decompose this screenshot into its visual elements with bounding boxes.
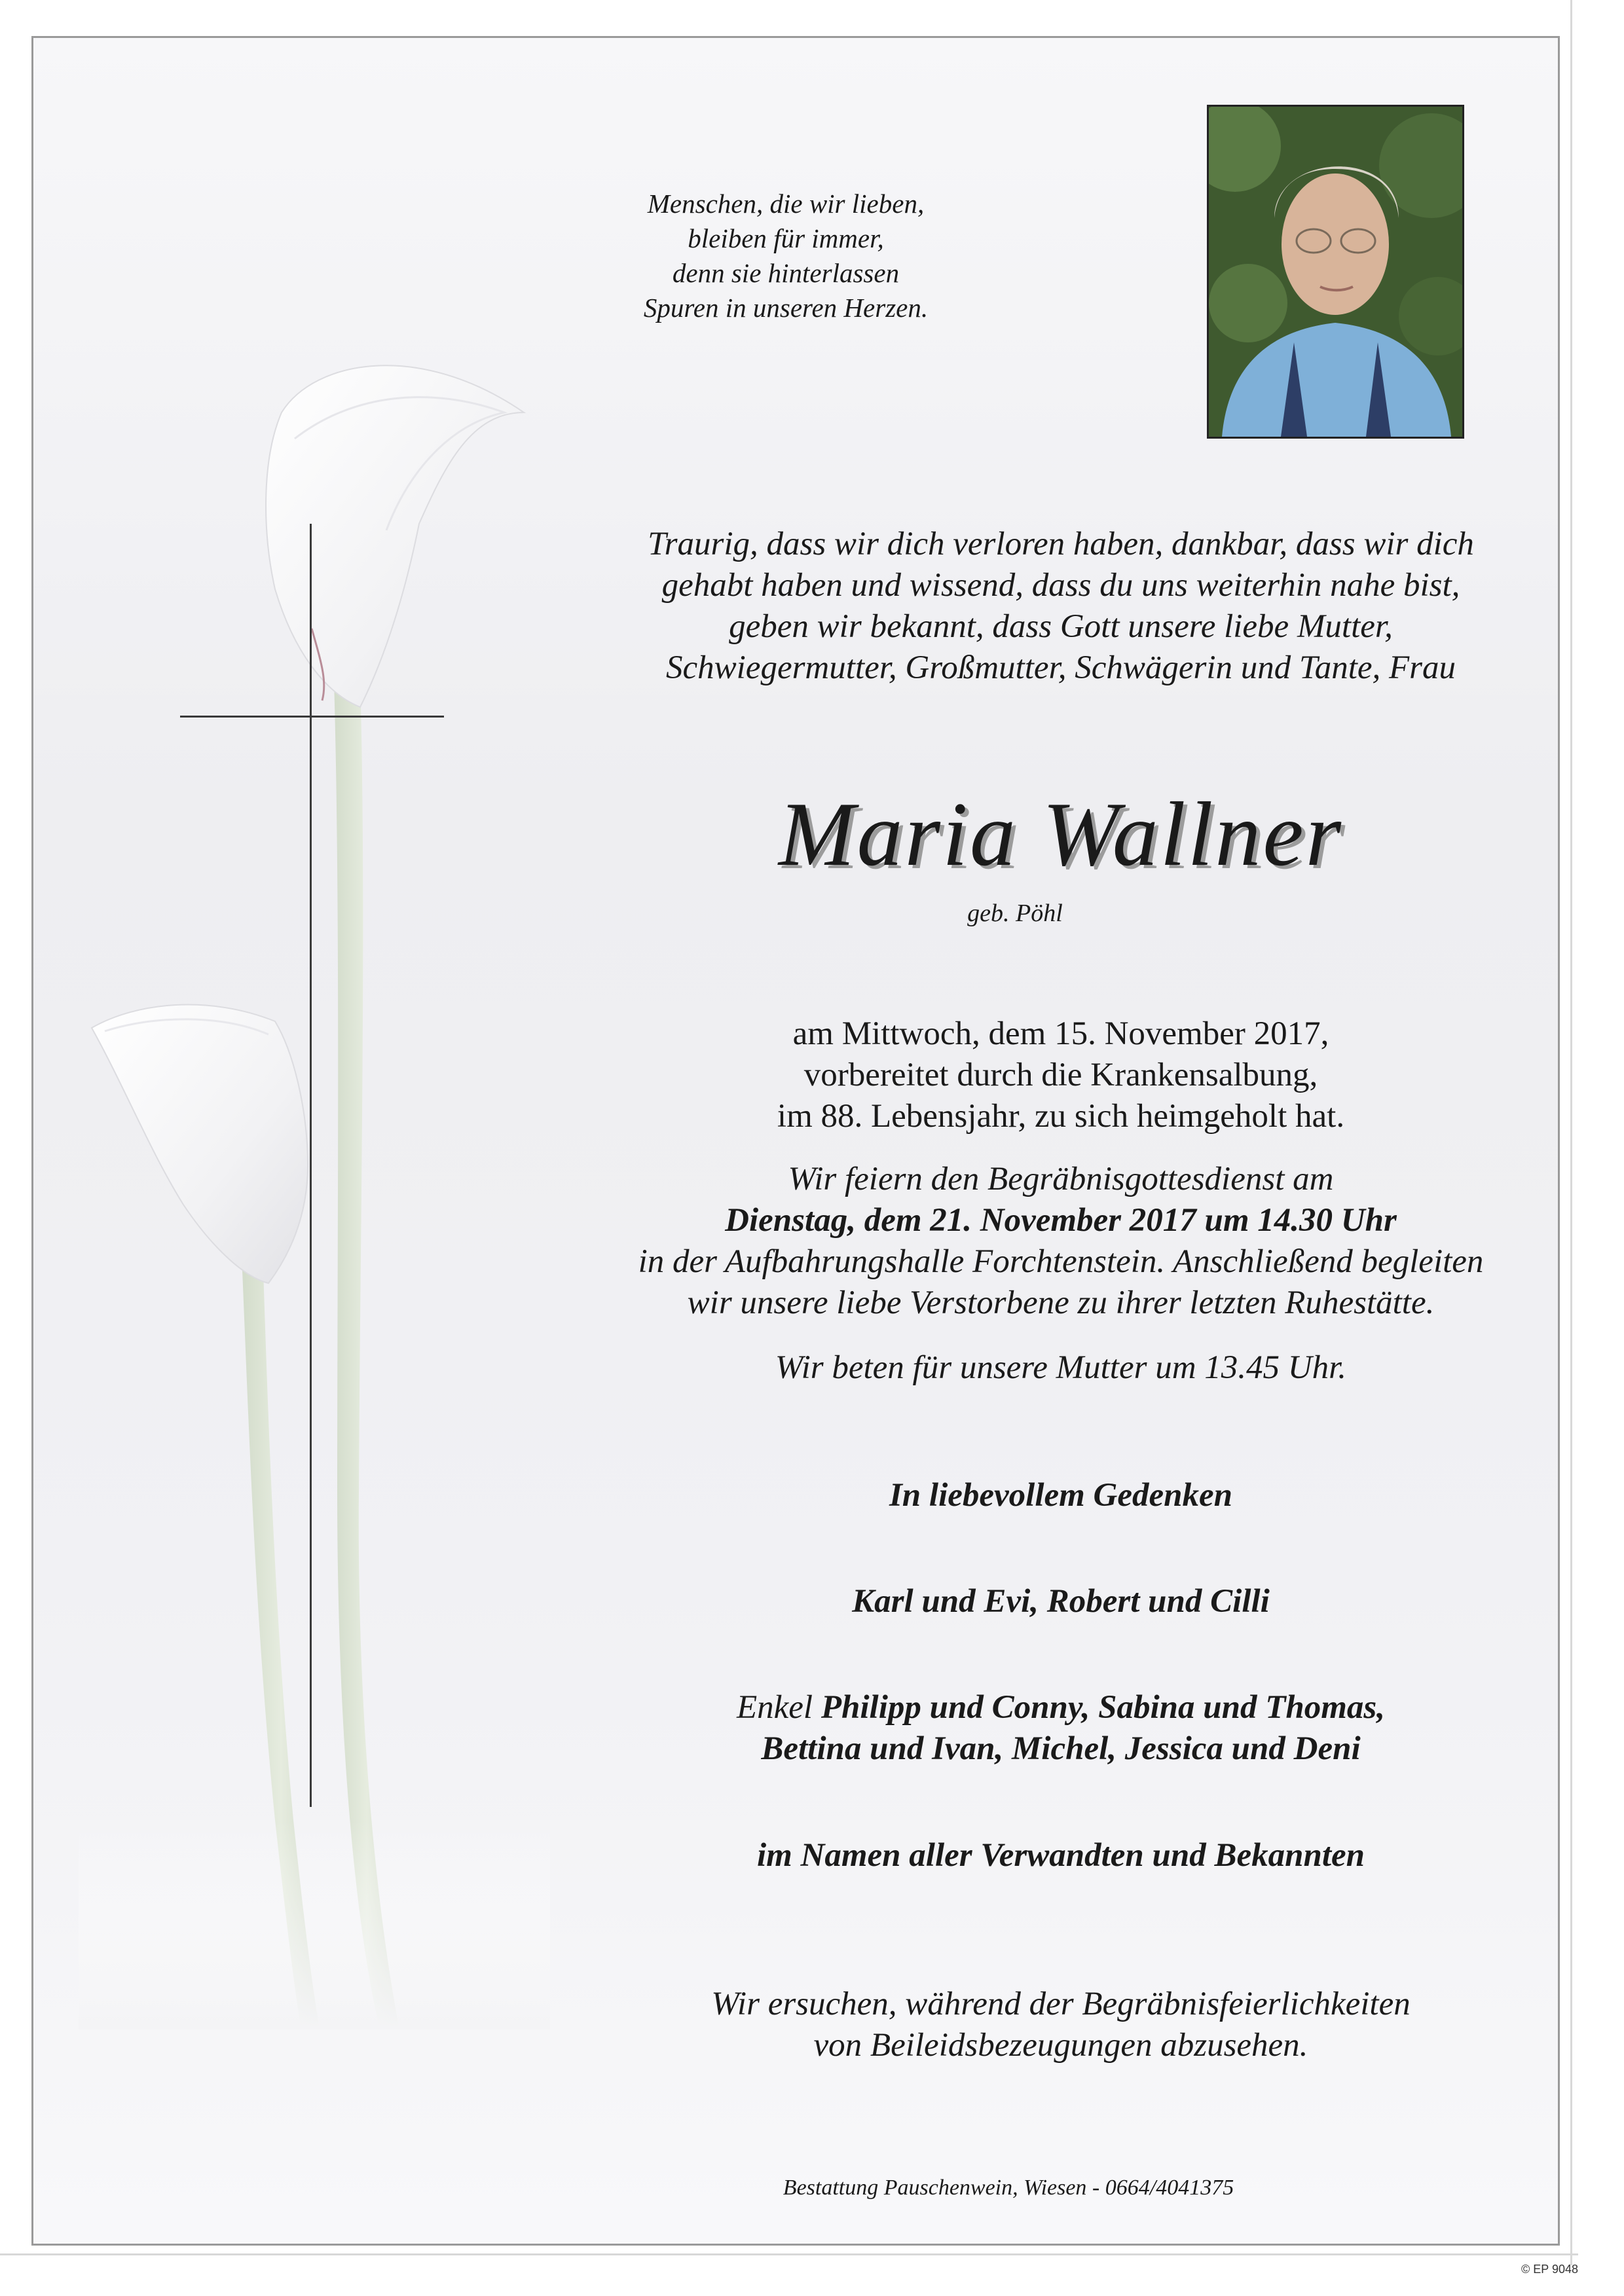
grandchildren-line: Bettina und Ivan, Michel, Jessica und Deni	[761, 1730, 1361, 1767]
announcement-line: geben wir bekannt, dass Gott unsere liebe Mutter,	[729, 608, 1393, 645]
announcement-text	[544, 524, 1578, 689]
funeral-details	[544, 1159, 1578, 1324]
scan-edge-bottom	[0, 2253, 1578, 2255]
grandchildren-prefix: Enkel	[736, 1689, 813, 1726]
request-line: von Beileidsbezeugungen abzusehen.	[813, 2027, 1308, 2064]
motto-line: denn sie hinterlassen	[672, 258, 900, 288]
copyright-icon: ©	[1521, 2263, 1530, 2276]
condolence-request	[544, 1984, 1578, 2066]
maiden-name: geb. Pöhl	[967, 900, 1063, 927]
announcement-line: gehabt haben und wissend, dass du uns weiterhin nahe bist,	[661, 567, 1460, 604]
funeral-intro: Wir feiern den Begräbnisgottesdienst am	[788, 1161, 1334, 1197]
motto-quote	[609, 187, 963, 325]
death-line: im 88. Lebensjahr, zu sich heimgeholt hat.	[777, 1098, 1345, 1135]
prayer-time: Wir beten für unsere Mutter um 13.45 Uhr.	[775, 1349, 1347, 1386]
mourners-relatives: im Namen aller Verwandten und Bekannten	[756, 1837, 1365, 1874]
mourners-children: Karl und Evi, Robert und Cilli	[852, 1583, 1270, 1620]
death-line: vorbereitet durch die Krankensalbung,	[803, 1057, 1318, 1093]
portrait-photo	[1207, 105, 1464, 439]
grandchildren-line	[544, 1687, 1578, 1728]
mourners-heading: In liebevollem Gedenken	[889, 1477, 1233, 1514]
motto-line: Menschen, die wir lieben,	[647, 189, 925, 219]
funeral-location-line: in der Aufbahrungshalle Forchtenstein. Anschließend begleiten	[638, 1243, 1484, 1280]
request-line: Wir ersuchen, während der Begräbnisfeierlichkeiten	[711, 1986, 1411, 2022]
grandchildren-names: Philipp und Conny, Sabina und Thomas,	[821, 1689, 1385, 1726]
funeral-location-line: wir unsere liebe Verstorbene zu ihrer letzten Ruhestätte.	[687, 1285, 1435, 1321]
motto-line: Spuren in unseren Herzen.	[643, 293, 929, 323]
death-line: am Mittwoch, dem 15. November 2017,	[792, 1015, 1329, 1052]
template-code: EP 9048	[1533, 2263, 1578, 2276]
announcement-line: Traurig, dass wir dich verloren haben, dankbar, dass wir dich	[648, 526, 1474, 562]
cross-horizontal-bar	[180, 716, 444, 718]
announcement-line: Schwiegermutter, Großmutter, Schwägerin und Tante, Frau	[665, 649, 1456, 686]
template-mark	[1500, 2262, 1578, 2276]
deceased-name: Maria Wallner	[778, 784, 1344, 885]
death-details	[544, 1013, 1578, 1137]
funeral-date-time: Dienstag, dem 21. November 2017 um 14.30 Uhr	[725, 1202, 1397, 1239]
mourners-grandchildren	[544, 1687, 1578, 1770]
funeral-home-footer: Bestattung Pauschenwein, Wiesen - 0664/4041375	[783, 2176, 1234, 2200]
calla-lily-illustration	[79, 314, 550, 2030]
motto-line: bleiben für immer,	[688, 223, 884, 253]
